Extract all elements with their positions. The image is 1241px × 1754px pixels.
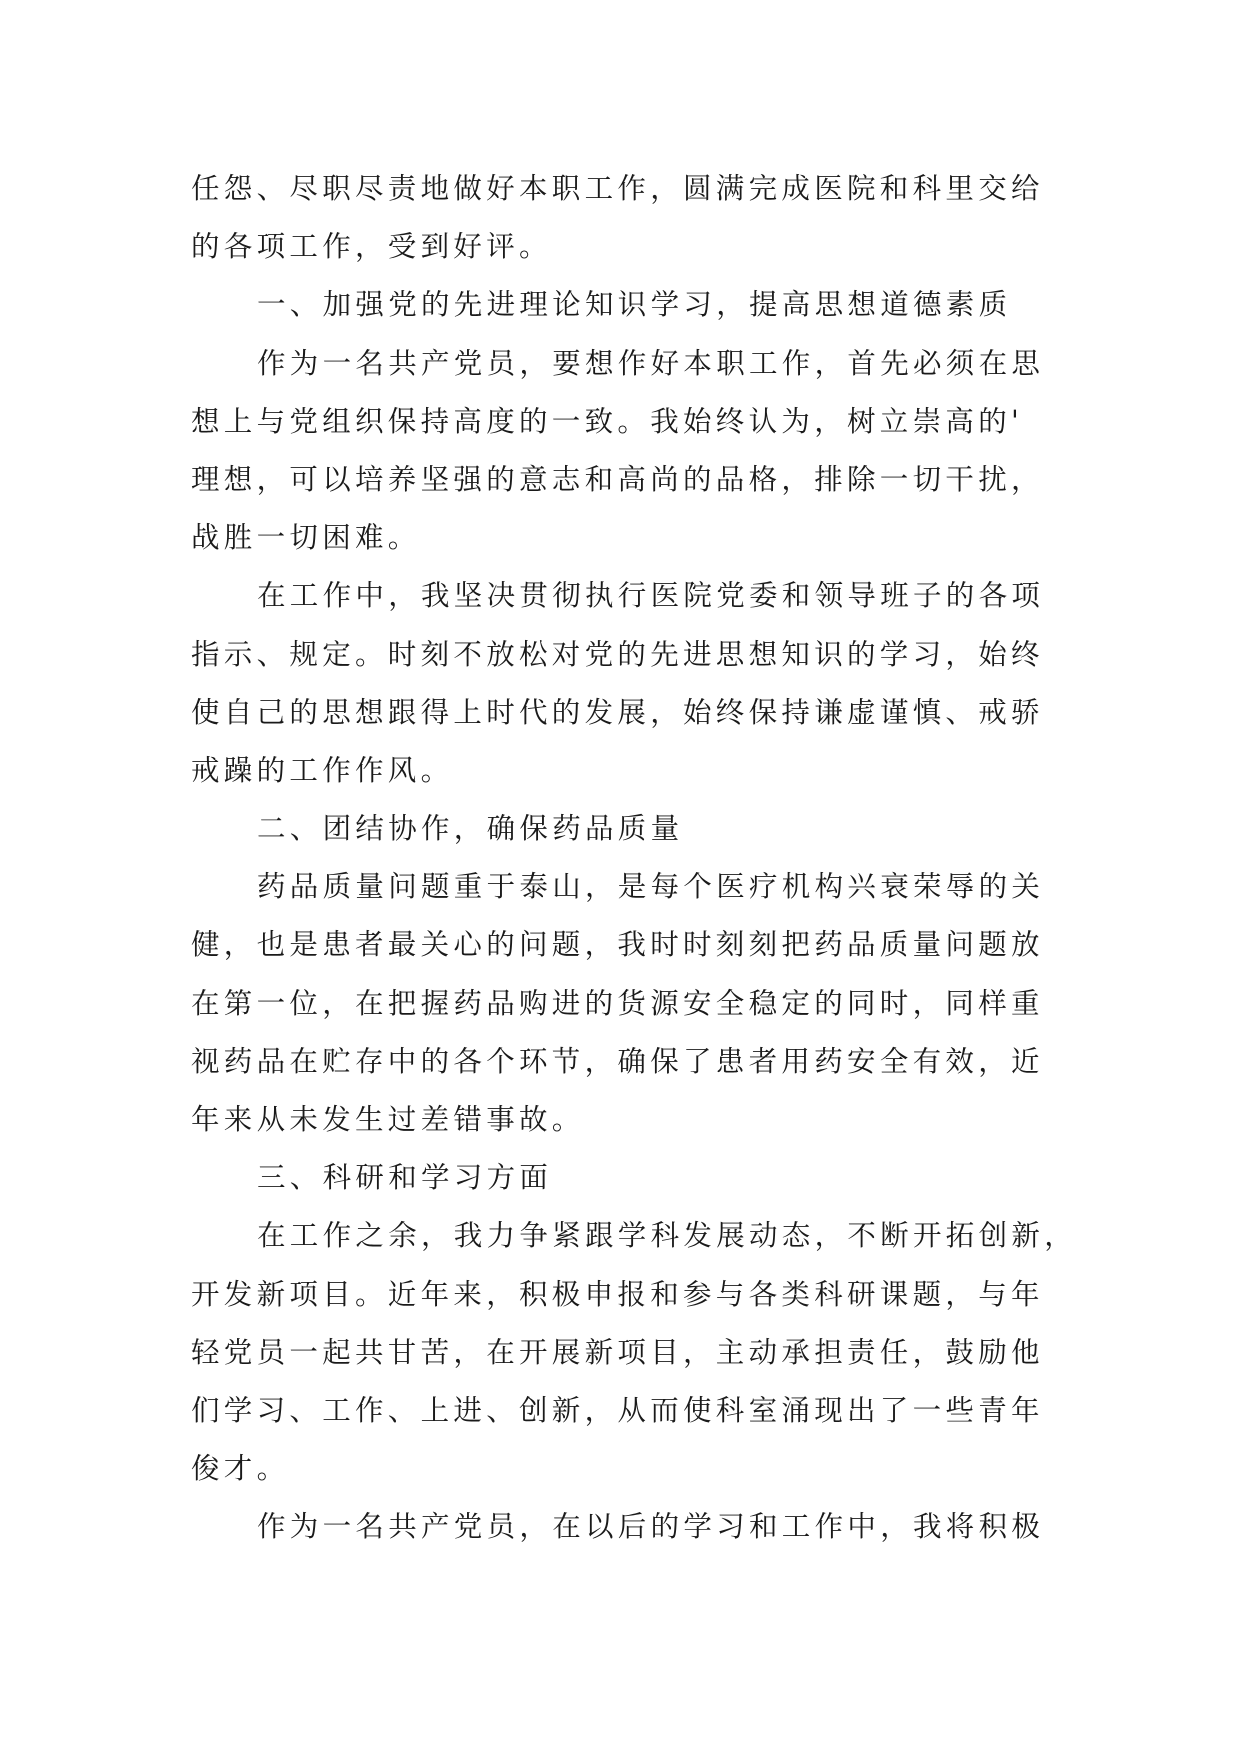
text-line: 指示、规定。时刻不放松对党的先进思想知识的学习，始终 xyxy=(191,637,1044,671)
text-line: 一、加强党的先进理论知识学习，提高思想道德素质 xyxy=(257,288,1012,322)
text-line: 视药品在贮存中的各个环节，确保了患者用药安全有效，近 xyxy=(191,1044,1044,1078)
text-line: 年来从未发生过差错事故。 xyxy=(191,1103,585,1136)
text-line: 们学习、工作、上进、创新，从而使科室涌现出了一些青年 xyxy=(191,1393,1044,1427)
text-line: 战胜一切困难。 xyxy=(191,521,421,555)
text-line: 作为一名共产党员，要想作好本职工作，首先必须在思 xyxy=(257,346,1045,380)
text-line: 在工作中，我坚决贯彻执行医院党委和领导班子的各项 xyxy=(257,579,1045,613)
text-line: 想上与党组织保持高度的一致。我始终认为，树立崇高的' xyxy=(191,404,1024,438)
text-line: 三、科研和学习方面 xyxy=(257,1161,553,1195)
text-line: 轻党员一起共甘苦，在开展新项目，主动承担责任，鼓励他 xyxy=(191,1335,1044,1369)
text-line: 的各项工作，受到好评。 xyxy=(191,230,552,264)
text-line: 使自己的思想跟得上时代的发展，始终保持谦虚谨慎、戒骄 xyxy=(191,695,1044,729)
text-line: 开发新项目。近年来，积极申报和参与各类科研课题，与年 xyxy=(191,1277,1044,1311)
document-body xyxy=(191,160,1078,1557)
text-line: 戒躁的工作作风。 xyxy=(191,753,454,787)
text-line: 药品质量问题重于泰山，是每个医疗机构兴衰荣辱的关 xyxy=(257,870,1045,904)
text-line: 作为一名共产党员，在以后的学习和工作中，我将积极 xyxy=(257,1510,1045,1544)
text-line: 任怨、尽职尽责地做好本职工作，圆满完成医院和科里交给 xyxy=(191,172,1044,205)
text-line: 在工作之余，我力争紧跟学科发展动态，不断开拓创新， xyxy=(257,1219,1078,1253)
text-line: 在第一位，在把握药品购进的货源安全稳定的同时，同样重 xyxy=(191,986,1044,1020)
text-line: 俊才。 xyxy=(191,1452,290,1486)
text-line: 健，也是患者最关心的问题，我时时刻刻把药品质量问题放 xyxy=(191,928,1044,962)
text-line: 二、团结协作，确保药品质量 xyxy=(257,812,684,846)
text-line: 理想，可以培养坚强的意志和高尚的品格，排除一切干扰， xyxy=(191,462,1044,496)
